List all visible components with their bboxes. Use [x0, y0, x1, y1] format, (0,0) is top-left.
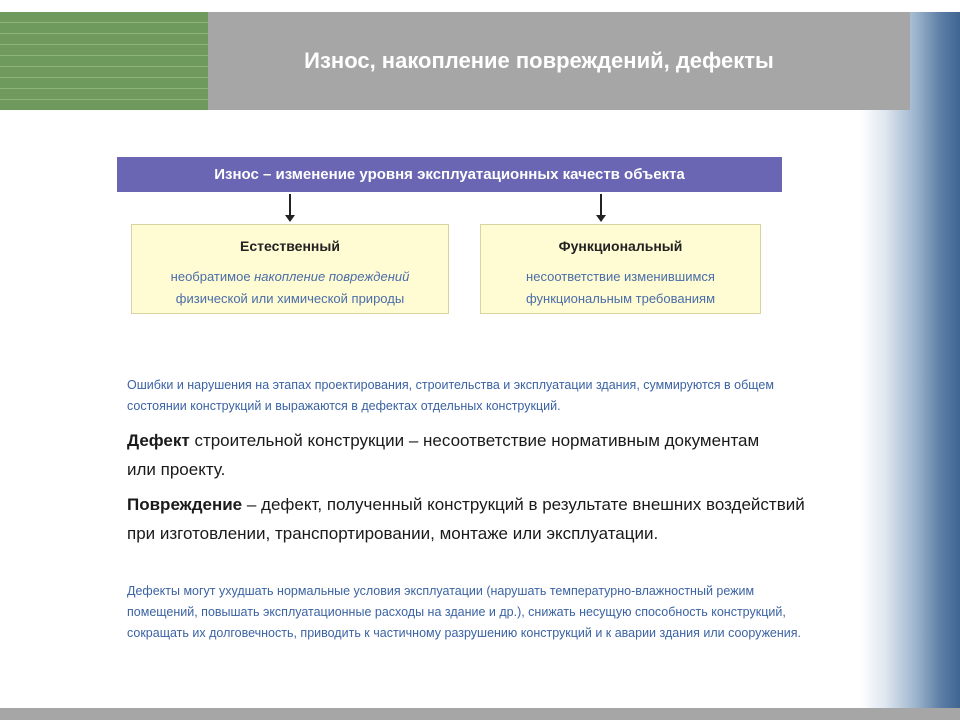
consequences-note: Дефекты могут ухудшать нормальные условия эксплуатации (нарушать температурно-влажностный режим помещений, повышать эксплуатационные расходы на здание и др.), снижать несущую способность конструкций, сокращать их долговечность, приводить к частичному разрушению конструкций и к аварии здания или сооружения.: [127, 584, 802, 640]
functional-wear-title: Функциональный: [558, 238, 683, 254]
functional-wear-description: несоответствие изменившимся функциональным требованиям: [525, 269, 716, 306]
top-strip: [0, 0, 960, 12]
footer-bar: [0, 708, 960, 720]
errors-note: Ошибки и нарушения на этапах проектирования, строительства и эксплуатации здания, суммируются в общем состоянии конструкций и выражаются в дефектах отдельных конструкций.: [127, 378, 774, 413]
arrow-down-icon: [289, 194, 291, 216]
damage-definition: Повреждение – дефект, полученный конструкций в результате внешних воздействий при изготовлении, транспортировании, монтаже или эксплуатации.: [127, 495, 805, 543]
natural-wear-box: [131, 224, 449, 314]
arrow-down-icon: [600, 194, 602, 216]
natural-wear-description: необратимое накопление повреждений физической или химической природы: [170, 269, 410, 306]
slide-title: Износ, накопление повреждений, дефекты: [304, 48, 774, 73]
header-green-block: [0, 12, 208, 110]
defect-definition: Дефект строительной конструкции – несоответствие нормативным документам или проекту.: [127, 431, 760, 479]
natural-wear-title: Естественный: [240, 238, 340, 254]
functional-wear-box: [480, 224, 761, 314]
wear-definition-banner: Износ – изменение уровня эксплуатационных качеств объекта: [117, 157, 782, 192]
